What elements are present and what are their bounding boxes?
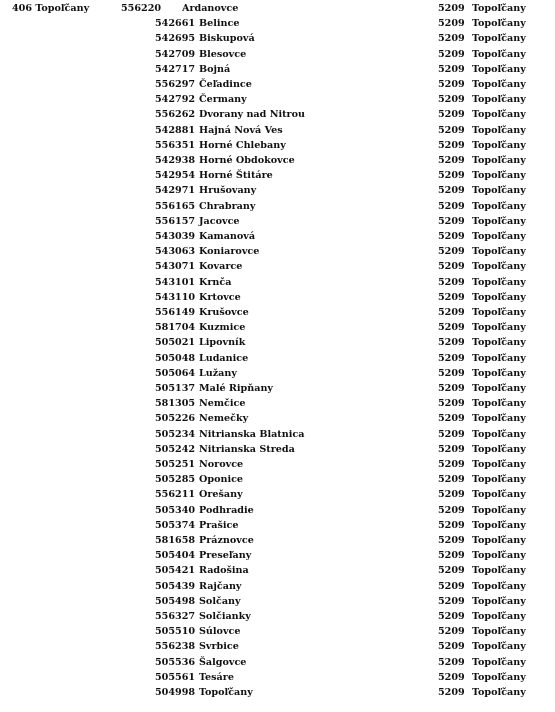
office-number: 5209 (438, 413, 465, 425)
municipality-code: 505404 (155, 550, 196, 562)
office-town: Topoľčany (472, 367, 526, 379)
municipality-name: Solčany (199, 595, 241, 607)
table-row (0, 352, 555, 366)
municipality-name: Krnča (199, 276, 232, 288)
office-number: 5209 (438, 139, 465, 151)
office-town: Topoľčany (472, 413, 526, 425)
municipality-code: 556157 (155, 215, 196, 227)
office-town: Topoľčany (472, 565, 526, 577)
table-row (0, 276, 555, 290)
municipality-code: 542881 (155, 124, 196, 136)
municipality-name: Prašice (199, 519, 239, 531)
municipality-name: Hrušovany (199, 185, 257, 197)
municipality-code: 543063 (155, 246, 196, 258)
table-row (0, 260, 555, 274)
office-number: 5209 (438, 109, 465, 121)
office-number: 5209 (438, 443, 465, 455)
table-row (0, 48, 555, 62)
municipality-name: Biskupová (199, 33, 255, 45)
office-town: Topoľčany (472, 155, 526, 166)
office-number: 5209 (438, 246, 465, 258)
municipality-code: 505251 (155, 459, 196, 470)
municipality-name: Horné Štitáre (199, 170, 273, 182)
office-town: Topoľčany (472, 3, 526, 14)
office-number: 5209 (438, 185, 465, 197)
office-town: Topoľčany (472, 352, 526, 364)
municipality-name: Nitrianska Blatnica (199, 428, 305, 440)
table-row (0, 215, 555, 229)
office-town: Topoľčany (472, 291, 526, 303)
office-town: Topoľčany (472, 63, 526, 75)
municipality-name: Horné Chlebany (199, 139, 286, 151)
table-row (0, 291, 555, 305)
municipality-code: 505374 (155, 519, 196, 531)
table-row (0, 686, 555, 700)
table-row (0, 124, 555, 138)
office-town: Topoľčany (472, 322, 526, 334)
table-row (0, 595, 555, 609)
municipality-name: Dvorany nad Nitrou (199, 109, 305, 121)
office-number: 5209 (438, 489, 465, 501)
municipality-name: Topoľčany (199, 687, 253, 698)
municipality-name: Čermany (199, 94, 247, 106)
table-row (0, 625, 555, 639)
municipality-code: 505340 (155, 504, 196, 516)
municipality-code: 542695 (155, 33, 196, 45)
municipality-name: Malé Ripňany (199, 383, 273, 394)
office-town: Topoľčany (472, 611, 526, 622)
office-number: 5209 (438, 276, 465, 288)
municipality-name: Horné Obdokovce (199, 155, 295, 166)
municipality-code: 581658 (155, 535, 196, 546)
municipality-code: 556351 (155, 139, 196, 151)
office-number: 5209 (438, 261, 465, 273)
office-town: Topoľčany (472, 550, 526, 562)
municipality-code: 542661 (155, 18, 196, 30)
office-town: Topoľčany (472, 595, 526, 607)
office-number: 5209 (438, 63, 465, 75)
office-number: 5209 (438, 307, 465, 318)
office-number: 5209 (438, 337, 465, 349)
table-row (0, 184, 555, 198)
municipality-name: Lipovník (199, 337, 246, 349)
office-number: 5209 (438, 398, 465, 410)
table-row (0, 443, 555, 457)
office-town: Topoľčany (472, 139, 526, 151)
table-row (0, 564, 555, 578)
office-number: 5209 (438, 352, 465, 364)
office-number: 5209 (438, 291, 465, 303)
office-town: Topoľčany (472, 671, 526, 683)
municipality-name: Chrabrany (199, 200, 256, 212)
table-row (0, 200, 555, 214)
table-row (0, 230, 555, 244)
table-row (0, 458, 555, 472)
office-town: Topoľčany (472, 79, 526, 90)
office-town: Topoľčany (472, 185, 526, 197)
municipality-name: Blesovce (199, 48, 247, 60)
office-number: 5209 (438, 459, 465, 470)
table-row (0, 169, 555, 183)
table-row (0, 245, 555, 259)
municipality-name: Norovce (199, 459, 244, 470)
municipality-name: Čeľadince (199, 79, 252, 90)
office-town: Topoľčany (472, 215, 526, 227)
municipality-name: Šalgovce (199, 656, 247, 668)
office-number: 5209 (438, 383, 465, 394)
office-number: 5209 (438, 33, 465, 45)
table-row (0, 32, 555, 46)
office-number: 5209 (438, 550, 465, 562)
office-number: 5209 (438, 79, 465, 90)
municipality-code: 542717 (155, 63, 196, 75)
office-town: Topoľčany (472, 656, 526, 668)
office-town: Topoľčany (472, 519, 526, 531)
table-row (0, 108, 555, 122)
table-row (0, 671, 555, 685)
municipality-code: 505048 (155, 352, 196, 364)
municipality-code: 505536 (155, 656, 196, 668)
office-number: 5209 (438, 94, 465, 106)
table-row (0, 78, 555, 92)
municipality-name: Svrbice (199, 641, 239, 653)
table-row (0, 473, 555, 487)
municipality-name: Ardanovce (182, 3, 239, 14)
office-town: Topoľčany (472, 246, 526, 258)
municipality-name: Hajná Nová Ves (199, 124, 283, 136)
office-town: Topoľčany (472, 124, 526, 136)
table-row (0, 534, 555, 548)
office-town: Topoľčany (472, 261, 526, 273)
municipality-name: Kuzmice (199, 322, 246, 334)
office-number: 5209 (438, 18, 465, 30)
office-number: 5209 (438, 200, 465, 212)
municipality-code: 556211 (155, 489, 196, 501)
table-row (0, 549, 555, 563)
office-number: 5209 (438, 641, 465, 653)
municipality-code: 542938 (155, 155, 196, 166)
office-number: 5209 (438, 367, 465, 379)
municipality-name: Radošina (199, 565, 249, 577)
office-town: Topoľčany (472, 337, 526, 349)
municipality-code: 505439 (155, 580, 196, 592)
municipality-code: 505561 (155, 671, 196, 683)
municipality-name: Lužany (199, 367, 237, 379)
municipality-code: 505137 (155, 383, 196, 394)
municipality-code: 581704 (155, 322, 196, 334)
table-row (0, 640, 555, 654)
municipality-code: 556149 (155, 307, 196, 318)
municipality-name: Preseľany (199, 550, 252, 562)
municipality-name: Bojná (199, 63, 231, 75)
table-row (0, 428, 555, 442)
office-town: Topoľčany (472, 276, 526, 288)
office-number: 5209 (438, 48, 465, 60)
table-row (0, 656, 555, 670)
municipality-code: 556220 (121, 3, 162, 14)
table-row (0, 519, 555, 533)
municipality-name: Belince (199, 18, 240, 30)
municipality-name: Nemečky (199, 413, 249, 425)
office-town: Topoľčany (472, 18, 526, 30)
municipality-code: 542792 (155, 94, 196, 106)
municipality-name: Nemčice (199, 398, 246, 410)
municipality-name: Súlovce (199, 626, 241, 638)
office-number: 5209 (438, 474, 465, 486)
table-row (0, 412, 555, 426)
office-number: 5209 (438, 671, 465, 683)
municipality-code: 543039 (155, 231, 196, 242)
office-number: 5209 (438, 3, 465, 14)
office-town: Topoľčany (472, 535, 526, 546)
district-header-row (0, 2, 555, 16)
municipality-name: Práznovce (199, 535, 254, 546)
municipality-code: 505226 (155, 413, 196, 425)
municipality-name: Kamanová (199, 231, 256, 242)
office-number: 5209 (438, 595, 465, 607)
municipality-name: Jacovce (199, 215, 240, 227)
office-town: Topoľčany (472, 474, 526, 486)
table-row (0, 139, 555, 153)
office-town: Topoľčany (472, 231, 526, 242)
office-number: 5209 (438, 580, 465, 592)
table-row (0, 306, 555, 320)
table-row (0, 580, 555, 594)
table-row (0, 504, 555, 518)
municipality-code: 504998 (155, 687, 196, 698)
municipality-name: Orešany (199, 489, 243, 501)
office-town: Topoľčany (472, 580, 526, 592)
office-number: 5209 (438, 687, 465, 698)
office-town: Topoľčany (472, 109, 526, 121)
municipality-code: 505498 (155, 595, 196, 607)
office-town: Topoľčany (472, 48, 526, 60)
municipality-name: Solčianky (199, 611, 251, 622)
office-number: 5209 (438, 611, 465, 622)
municipality-name: Podhradie (199, 504, 254, 516)
municipality-name: Koniarovce (199, 246, 260, 258)
municipality-code: 505234 (155, 428, 196, 440)
table-row (0, 397, 555, 411)
municipality-code: 581305 (155, 398, 196, 410)
office-town: Topoľčany (472, 94, 526, 106)
office-number: 5209 (438, 170, 465, 182)
table-row (0, 367, 555, 381)
office-number: 5209 (438, 535, 465, 546)
municipality-name: Krušovce (199, 307, 249, 318)
municipality-code: 505242 (155, 443, 196, 455)
office-number: 5209 (438, 322, 465, 334)
office-town: Topoľčany (472, 383, 526, 394)
municipality-code: 556327 (155, 611, 196, 622)
municipality-name: Rajčany (199, 580, 242, 592)
municipality-name: Ludanice (199, 352, 249, 364)
municipality-name: Oponice (199, 474, 244, 486)
office-number: 5209 (438, 504, 465, 516)
office-number: 5209 (438, 215, 465, 227)
municipality-code: 505421 (155, 565, 196, 577)
office-town: Topoľčany (472, 170, 526, 182)
municipality-code: 505064 (155, 367, 196, 379)
office-town: Topoľčany (472, 33, 526, 45)
municipality-code: 543110 (155, 291, 196, 303)
office-town: Topoľčany (472, 428, 526, 440)
municipality-code: 542971 (155, 185, 196, 197)
office-town: Topoľčany (472, 307, 526, 318)
office-number: 5209 (438, 231, 465, 242)
municipality-name: Nitrianska Streda (199, 443, 295, 455)
municipality-name: Krtovce (199, 291, 241, 303)
office-town: Topoľčany (472, 459, 526, 470)
table-row (0, 610, 555, 624)
municipality-code: 505510 (155, 626, 196, 638)
table-row (0, 382, 555, 396)
municipality-code: 543071 (155, 261, 196, 273)
municipality-code: 542954 (155, 170, 196, 182)
table-row (0, 17, 555, 31)
table-row (0, 321, 555, 335)
office-town: Topoľčany (472, 489, 526, 501)
office-town: Topoľčany (472, 687, 526, 698)
municipality-name: Kovarce (199, 261, 243, 273)
municipality-code: 556165 (155, 200, 196, 212)
office-number: 5209 (438, 565, 465, 577)
municipality-code: 543101 (155, 276, 196, 288)
municipality-code: 505021 (155, 337, 196, 349)
municipality-name: Tesáre (199, 671, 234, 683)
office-number: 5209 (438, 428, 465, 440)
office-number: 5209 (438, 656, 465, 668)
table-row (0, 93, 555, 107)
table-row (0, 336, 555, 350)
office-town: Topoľčany (472, 443, 526, 455)
office-town: Topoľčany (472, 504, 526, 516)
municipality-code: 556297 (155, 79, 196, 90)
office-town: Topoľčany (472, 641, 526, 653)
municipality-code: 556238 (155, 641, 196, 653)
table-row (0, 154, 555, 168)
office-number: 5209 (438, 626, 465, 638)
table-row (0, 63, 555, 77)
district-label: 406 Topoľčany (12, 3, 90, 14)
municipality-code: 542709 (155, 48, 196, 60)
office-town: Topoľčany (472, 200, 526, 212)
office-number: 5209 (438, 155, 465, 166)
office-town: Topoľčany (472, 626, 526, 638)
office-town: Topoľčany (472, 398, 526, 410)
municipality-code: 505285 (155, 474, 196, 486)
office-number: 5209 (438, 519, 465, 531)
municipality-code: 556262 (155, 109, 196, 121)
office-number: 5209 (438, 124, 465, 136)
table-row (0, 488, 555, 502)
